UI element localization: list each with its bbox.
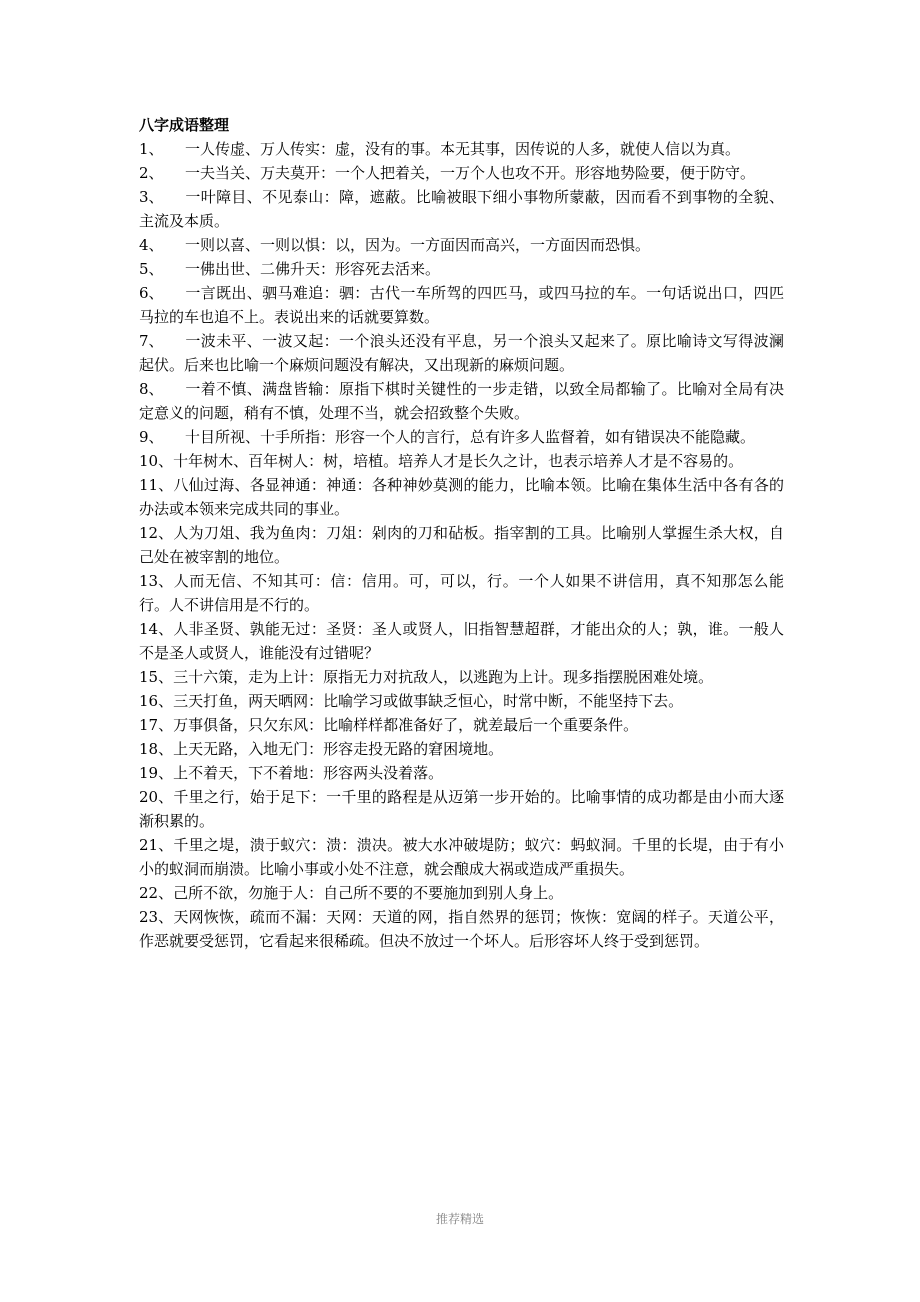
document-title: 八字成语整理 bbox=[139, 116, 230, 134]
idiom-entry bbox=[139, 689, 784, 713]
entry-number: 7、 bbox=[139, 332, 164, 350]
idiom-entry bbox=[139, 617, 784, 665]
entry-number: 22、 bbox=[139, 884, 174, 902]
entry-number: 5、 bbox=[139, 260, 164, 278]
idiom-entry bbox=[139, 377, 784, 425]
entry-text: 三天打鱼，两天晒网：比喻学习或做事缺乏恒心，时常中断，不能坚持下去。 bbox=[173, 692, 684, 710]
entry-text: 八仙过海、各显神通：神通：各种神妙莫测的能力，比喻本领。比喻在集体生活中各有各的办法或本领来完成共同的事业。 bbox=[139, 476, 784, 518]
entry-number: 3、 bbox=[139, 188, 164, 206]
entry-number: 23、 bbox=[139, 908, 174, 926]
idiom-list bbox=[139, 137, 784, 953]
entry-text: 一佛出世、二佛升天：形容死去活来。 bbox=[185, 260, 441, 278]
entry-number: 14、 bbox=[139, 620, 174, 638]
entry-text: 一着不慎、满盘皆输：原指下棋时关键性的一步走错，以致全局都输了。比喻对全局有决定意义的问题，稍有不慎，处理不当，就会招致整个失败。 bbox=[139, 380, 784, 422]
idiom-entry bbox=[139, 881, 784, 905]
entry-text: 千里之堤，溃于蚁穴：溃：溃决。被大水冲破堤防；蚁穴：蚂蚁洞。千里的长堤，由于有小小的蚁洞而崩溃。比喻小事或小处不注意，就会酿成大祸或造成严重损失。 bbox=[139, 836, 784, 878]
entry-number: 9、 bbox=[139, 428, 164, 446]
idiom-entry bbox=[139, 257, 784, 281]
entry-number: 12、 bbox=[139, 524, 174, 542]
idiom-entry bbox=[139, 137, 784, 161]
idiom-entry bbox=[139, 425, 784, 449]
idiom-entry bbox=[139, 329, 784, 377]
entry-number: 21、 bbox=[139, 836, 174, 854]
entry-number: 2、 bbox=[139, 164, 164, 182]
document-body bbox=[139, 113, 784, 953]
entry-number: 19、 bbox=[139, 764, 174, 782]
entry-text: 人为刀俎、我为鱼肉：刀俎：剁肉的刀和砧板。指宰割的工具。比喻别人掌握生杀大权，自己处在被宰割的地位。 bbox=[139, 524, 784, 566]
entry-text: 十年树木、百年树人：树，培植。培养人才是长久之计，也表示培养人才是不容易的。 bbox=[173, 452, 744, 470]
entry-number: 4、 bbox=[139, 236, 164, 254]
entry-text: 万事俱备，只欠东风：比喻样样都准备好了，就差最后一个重要条件。 bbox=[173, 716, 639, 734]
page-footer: 推荐精选 bbox=[435, 1212, 484, 1226]
entry-number: 11、 bbox=[139, 476, 174, 494]
entry-text: 己所不欲，勿施于人：自己所不要的不要施加到别人身上。 bbox=[173, 884, 564, 902]
entry-number: 1、 bbox=[139, 140, 164, 158]
idiom-entry bbox=[139, 521, 784, 569]
entry-text: 一夫当关、万夫莫开：一个人把着关，一万个人也攻不开。形容地势险要，便于防守。 bbox=[185, 164, 756, 182]
entry-text: 三十六策，走为上计：原指无力对抗敌人，以逃跑为上计。现多指摆脱困难处境。 bbox=[173, 668, 714, 686]
entry-number: 17、 bbox=[139, 716, 174, 734]
entry-number: 18、 bbox=[139, 740, 174, 758]
idiom-entry bbox=[139, 281, 784, 329]
entry-text: 人而无信、不知其可：信：信用。可，可以，行。一个人如果不讲信用，真不知那怎么能行。人不讲信用是不行的。 bbox=[139, 572, 784, 614]
idiom-entry bbox=[139, 905, 784, 953]
idiom-entry bbox=[139, 569, 784, 617]
entry-number: 13、 bbox=[139, 572, 174, 590]
idiom-entry bbox=[139, 737, 784, 761]
idiom-entry bbox=[139, 185, 784, 233]
entry-number: 15、 bbox=[139, 668, 174, 686]
entry-text: 一人传虚、万人传实：虚，没有的事。本无其事，因传说的人多，就使人信以为真。 bbox=[185, 140, 741, 158]
idiom-entry bbox=[139, 713, 784, 737]
entry-number: 20、 bbox=[139, 788, 174, 806]
idiom-entry bbox=[139, 665, 784, 689]
entry-text: 一则以喜、一则以惧：以，因为。一方面因而高兴，一方面因而恐惧。 bbox=[185, 236, 651, 254]
entry-text: 上不着天，下不着地：形容两头没着落。 bbox=[173, 764, 444, 782]
entry-text: 十目所视、十手所指：形容一个人的言行，总有许多人监督着，如有错误决不能隐藏。 bbox=[185, 428, 756, 446]
entry-text: 人非圣贤、孰能无过：圣贤：圣人或贤人，旧指智慧超群，才能出众的人；孰，谁。一般人不是圣人或贤人，谁能没有过错呢？ bbox=[139, 620, 784, 662]
idiom-entry bbox=[139, 233, 784, 257]
idiom-entry bbox=[139, 161, 784, 185]
entry-text: 天网恢恢，疏而不漏：天网：天道的网，指自然界的惩罚；恢恢：宽阔的样子。天道公平，作恶就要受惩罚，它看起来很稀疏。但决不放过一个坏人。后形容坏人终于受到惩罚。 bbox=[139, 908, 784, 950]
entry-text: 上天无路，入地无门：形容走投无路的窘困境地。 bbox=[173, 740, 504, 758]
entry-number: 8、 bbox=[139, 380, 164, 398]
entry-number: 10、 bbox=[139, 452, 174, 470]
entry-text: 千里之行，始于足下：一千里的路程是从迈第一步开始的。比喻事情的成功都是由小而大逐渐积累的。 bbox=[139, 788, 784, 830]
idiom-entry bbox=[139, 473, 784, 521]
entry-number: 6、 bbox=[139, 284, 164, 302]
entry-number: 16、 bbox=[139, 692, 174, 710]
entry-text: 一波未平、一波又起：一个浪头还没有平息，另一个浪头又起来了。原比喻诗文写得波澜起伏。后来也比喻一个麻烦问题没有解决，又出现新的麻烦问题。 bbox=[139, 332, 784, 374]
entry-text: 一言既出、驷马难追：驷：古代一车所驾的四匹马，或四马拉的车。一句话说出口，四匹马拉的车也追不上。表说出来的话就要算数。 bbox=[139, 284, 784, 326]
idiom-entry bbox=[139, 833, 784, 881]
idiom-entry bbox=[139, 449, 784, 473]
idiom-entry bbox=[139, 761, 784, 785]
idiom-entry bbox=[139, 785, 784, 833]
entry-text: 一叶障目、不见泰山：障，遮蔽。比喻被眼下细小事物所蒙蔽，因而看不到事物的全貌、主流及本质。 bbox=[139, 188, 784, 230]
